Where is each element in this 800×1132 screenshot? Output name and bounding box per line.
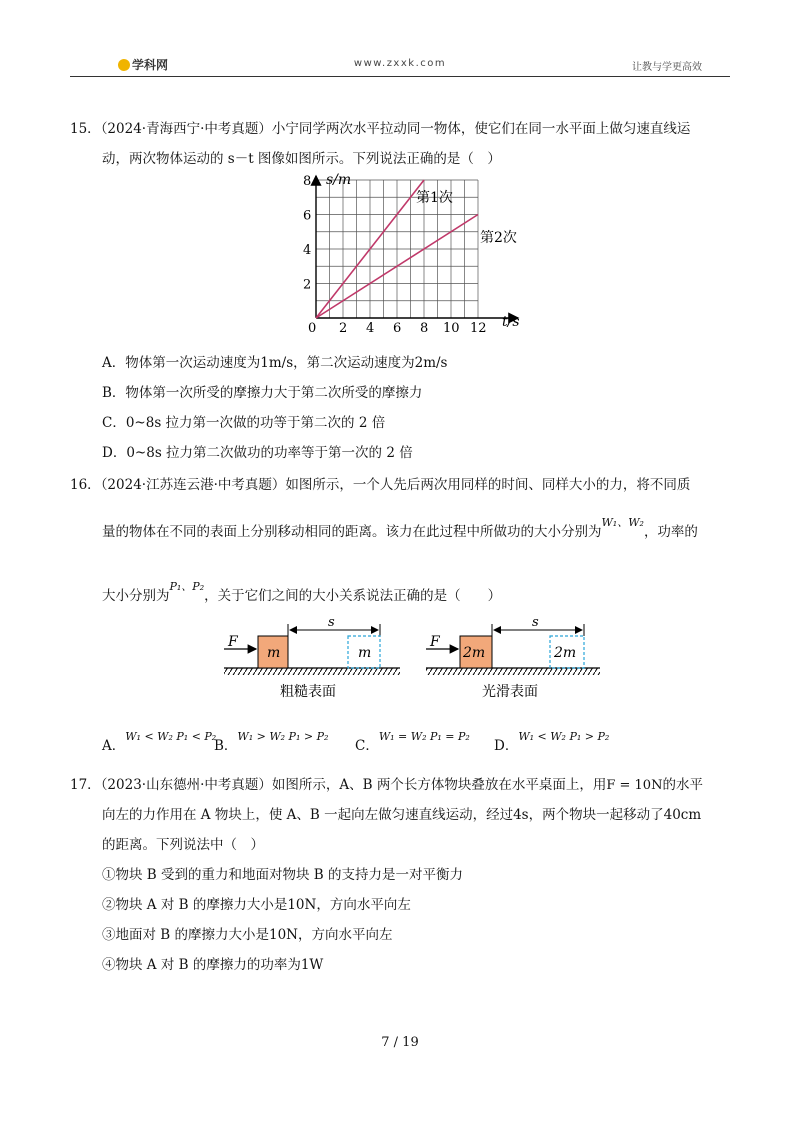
q17-distance-value: 40cm	[663, 807, 702, 823]
q17-time-value: 4s	[513, 807, 529, 823]
q16-w-symbols: W₁、W₂	[601, 516, 644, 529]
site-logo[interactable]: 学科网	[118, 56, 168, 73]
q16-text3a: 大小分别为	[102, 588, 170, 604]
force-label-2: F	[430, 634, 440, 650]
q16-option-a[interactable]: A．$^{W_1 < W_2 P_1 < P_2}$	[102, 730, 217, 754]
q17-line1: 17．（2023·山东德州·中考真题）如图所示，A、B 两个长方体物块叠放在水平桌面上，用F = 10N的水平	[70, 777, 703, 793]
q15-number: 15．	[70, 121, 101, 137]
distance-label-1: s	[328, 616, 335, 630]
q16-option-b-expr: W₁ > W₂ P₁ > P₂	[237, 730, 329, 743]
y-tick-label: 6	[303, 208, 312, 224]
block-2m-final-label: 2m	[554, 645, 577, 661]
q16-line3	[102, 580, 502, 604]
smooth-surface-label: 光滑表面	[482, 684, 538, 700]
q16-line2	[102, 516, 698, 540]
q16-line1	[70, 473, 690, 493]
q16-text1: （2024·江苏连云港·中考真题）如图所示，一个人先后两次用同样的时间、同样大小的力，将不同质	[100, 477, 691, 493]
x-tick-label: 10	[443, 321, 460, 336]
y-tick-label: 4	[303, 243, 312, 258]
page-header	[70, 54, 730, 77]
x-tick-label: 4	[366, 321, 375, 336]
q17-line2: 向左的力作用在 A 物块上，使 A、B 一起向左做匀速直线运动，经过4s，两个物块一起移动了40cm	[102, 807, 702, 823]
q17-number: 17．	[70, 777, 101, 793]
site-url[interactable]: www.zxxk.com	[353, 58, 447, 69]
block-m-final-label: m	[358, 645, 372, 661]
q16-text2b: ，功率的	[643, 524, 698, 540]
smooth-surface-figure	[426, 616, 600, 675]
y-axis-label: s/m	[326, 172, 352, 188]
block-2m-label: 2m	[463, 645, 486, 661]
q16-option-d-expr: W₁ < W₂ P₁ > P₂	[518, 730, 610, 743]
q17-text3: 的距离。下列说法中（ ）	[102, 837, 264, 853]
rough-surface-label: 粗糙表面	[280, 684, 336, 700]
q16-option-a-expr: W₁ < W₂ P₁ < P₂	[125, 730, 217, 743]
q16-text3b: ，关于它们之间的大小关系说法正确的是（ ）	[204, 588, 502, 604]
series-label-2: 第2次	[480, 230, 517, 246]
st-chart	[300, 168, 540, 338]
q15-text1: （2024·青海西宁·中考真题）小宁同学两次水平拉动同一物体，使它们在同一水平面上做匀速直线运	[100, 121, 691, 137]
q16-option-d[interactable]: D．$^{W_1 < W_2 P_1 > P_2}$	[494, 730, 610, 754]
q15-text2: 动，两次物体运动的 s－t 图像如图所示。下列说法正确的是（ ）	[102, 151, 501, 167]
q17-item-3[interactable]: ③地面对 B 的摩擦力大小是10N，方向水平向左	[102, 927, 393, 943]
x-axis-label: t/s	[502, 314, 520, 330]
q16-p-symbols: P₁、P₂	[169, 580, 205, 593]
x-tick-label: 8	[420, 321, 429, 336]
q16-option-b[interactable]: B．$^{W_1 > W_2 P_1 > P_2}$	[214, 730, 329, 754]
x-tick-label: 0	[308, 321, 317, 336]
x-tick-label: 6	[393, 321, 402, 336]
series-label-1: 第1次	[416, 190, 453, 206]
q16-number: 16．	[70, 477, 101, 493]
q16-option-c[interactable]: C．$^{W_1 = W_2 P_1 = P_2}$	[355, 730, 470, 754]
block-m-label: m	[267, 645, 281, 661]
q16-text2a: 量的物体在不同的表面上分别移动相同的距离。该力在此过程中所做功的大小分别为	[102, 524, 602, 540]
q15-option-d[interactable]: D．0~8s 拉力第二次做功的功率等于第一次的 2 倍	[102, 445, 413, 461]
q15-option-a[interactable]: A．物体第一次运动速度为1m/s，第二次运动速度为2m/s	[102, 355, 448, 371]
q17-item-2[interactable]: ②物块 A 对 B 的摩擦力大小是10N，方向水平向左	[102, 897, 411, 913]
q17-item-1[interactable]: ①物块 B 受到的重力和地面对物块 B 的支持力是一对平衡力	[102, 867, 464, 883]
slogan: 让教与学更高效	[632, 62, 702, 73]
q15-option-b[interactable]: B．物体第一次所受的摩擦力大于第二次所受的摩擦力	[102, 385, 423, 401]
y-tick-label: 8	[303, 174, 312, 189]
q16-option-c-expr: W₁ = W₂ P₁ = P₂	[378, 730, 470, 743]
force-diagram	[220, 616, 610, 708]
x-tick-label: 2	[339, 321, 348, 336]
force-label-1: F	[228, 634, 238, 650]
y-tick-label: 2	[303, 277, 312, 293]
distance-label-2: s	[532, 616, 539, 630]
rough-surface-figure	[224, 616, 400, 675]
q17-force-value: F = 10N	[606, 778, 663, 793]
x-tick-label: 12	[470, 321, 487, 336]
q15-option-c[interactable]: C．0~8s 拉力第一次做的功等于第二次的 2 倍	[102, 415, 386, 431]
q15-line1	[70, 117, 690, 137]
q17-item-4[interactable]: ④物块 A 对 B 的摩擦力的功率为1W	[102, 957, 324, 973]
page-number: 7 / 19	[381, 1035, 419, 1050]
chart-grid	[316, 180, 478, 318]
